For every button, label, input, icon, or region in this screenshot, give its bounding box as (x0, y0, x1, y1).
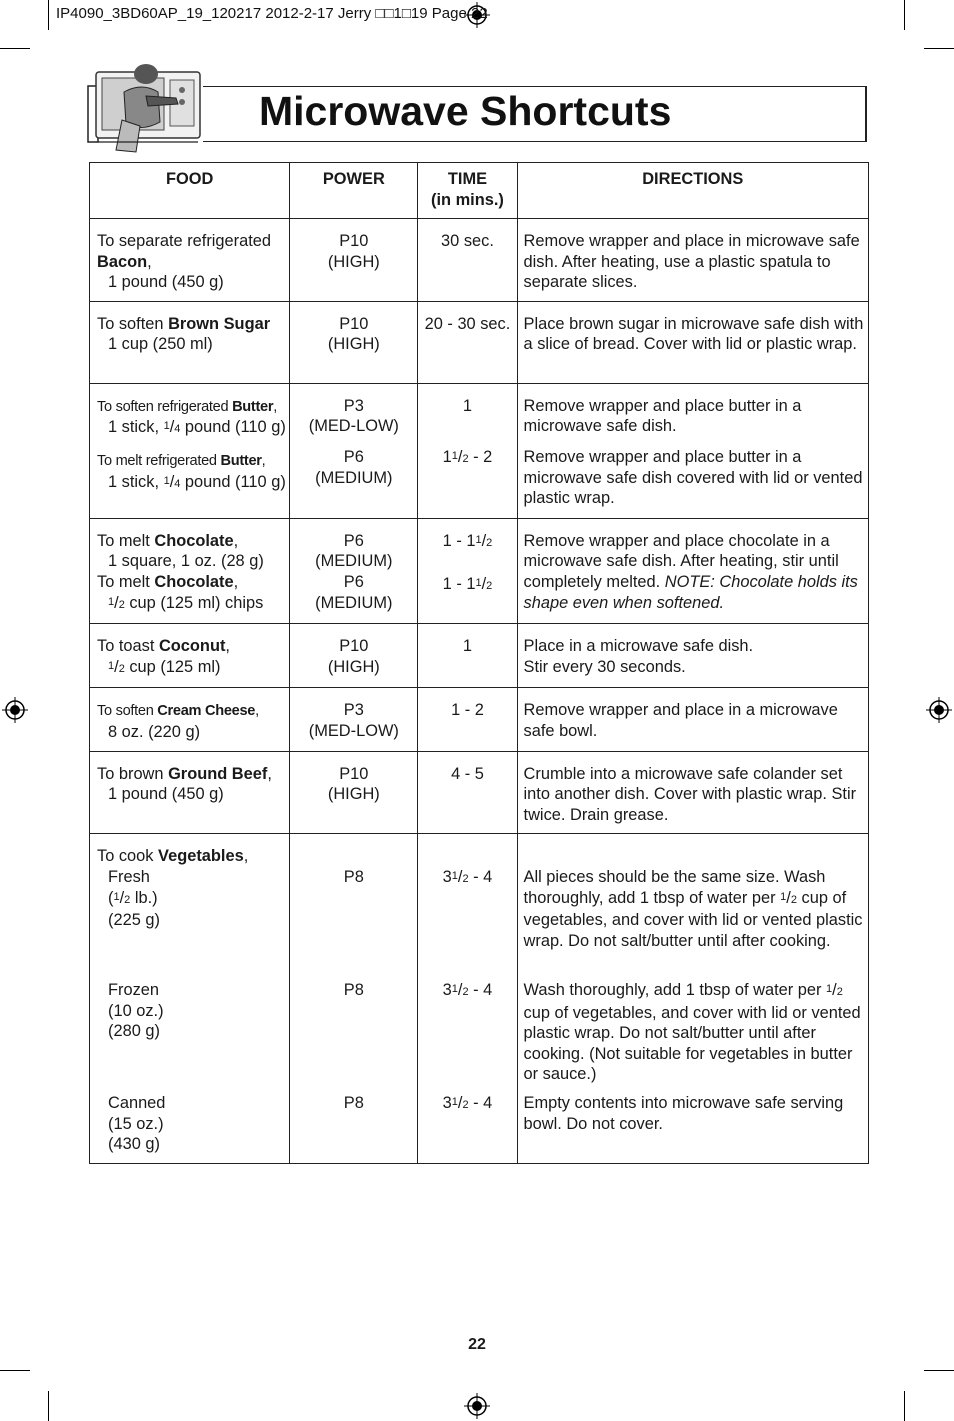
qty-text: (225 g) (108, 911, 160, 930)
fraction-numerator: 1 (451, 1095, 458, 1108)
food-name: Cream Cheese (157, 703, 256, 720)
veg-frozen (97, 980, 287, 1093)
fraction-denominator: 2 (462, 1098, 469, 1111)
veg-type: Canned (108, 1093, 166, 1112)
time-whole: 3 (442, 1093, 452, 1112)
food-comma: , (261, 452, 266, 469)
food-text: To melt (97, 531, 155, 550)
fraction-denominator: 4 (174, 477, 181, 490)
directions-cell: All pieces should be the same size. Wash thoroughly, add 1 tbsp of water per 1/2 cup of vegetables, and cover with lid or vented plastic wrap. Do not salt/butter until after cooking. Wash thoroughly, add 1 tbsp of water per 1/2 cup of vegetables, and cover with lid or vented plastic wrap. Do not salt/butter until after cooking. (Not suitable for vegetables in butter or sauce.) Empty contents into microwave safe serving bowl. Do not cover. (517, 834, 868, 1163)
table-header-row (90, 163, 869, 219)
food-text: To soften refrigerated (97, 398, 233, 415)
page-number: 22 (468, 1336, 486, 1353)
header-time (418, 163, 517, 219)
food-comma: , (225, 637, 230, 656)
header-directions: DIRECTIONS (517, 163, 868, 219)
power-label: (MED-LOW) (308, 721, 399, 740)
table-row (90, 219, 869, 302)
food-text: To melt refrigerated (97, 452, 221, 469)
qty-text: 1 stick, (108, 418, 164, 437)
power-cell (290, 624, 418, 688)
directions-text: cup of vegetables, and cover with lid or vented plastic wrap. Do not salt/butter until after cooking. (Not suitable for vegetables in butter or sauce.) (523, 1003, 861, 1084)
registration-mark-icon (926, 697, 952, 723)
qty-text: pound (110 g) (180, 472, 286, 491)
fraction-numerator: 1 (113, 890, 120, 903)
power-cell (290, 518, 418, 623)
food-name: Vegetables (158, 847, 244, 866)
time-rest: - 2 (468, 447, 493, 466)
power-label: (MEDIUM) (315, 593, 393, 612)
qty-text: pound (110 g) (180, 418, 286, 437)
fraction-numerator: 1 (780, 890, 787, 903)
time-whole: 3 (442, 980, 452, 999)
food-comma: , (147, 252, 152, 271)
qty-text: (10 oz.) (108, 1001, 164, 1020)
power-cell (290, 834, 418, 1163)
fraction-denominator: 2 (118, 598, 125, 611)
veg-type: Frozen (108, 980, 160, 999)
fraction-numerator: 1 (108, 595, 115, 608)
food-cell (90, 751, 290, 834)
food-text: To melt (97, 572, 155, 591)
directions-text: Empty contents into microwave safe serving bowl. Do not cover. (523, 1093, 844, 1133)
food-cell (90, 688, 290, 751)
time-value: 1 - 11/2 (442, 531, 493, 550)
power-label: (MEDIUM) (315, 468, 393, 487)
power-level: P3 (343, 396, 364, 415)
fraction-denominator: 2 (486, 536, 493, 549)
food-quantity: 1 pound (450 g) (108, 273, 224, 292)
fraction-numerator: 1 (826, 982, 833, 995)
fraction-numerator: 1 (108, 659, 115, 672)
qty-text: cup (125 ml) (124, 657, 221, 676)
food-cell (90, 383, 290, 518)
food-name: Butter (220, 452, 262, 469)
food-cell (90, 834, 290, 1163)
food-quantity: 1 cup (250 ml) (108, 335, 213, 354)
time-rest: - 4 (468, 1093, 493, 1112)
veg-type: Fresh (108, 867, 150, 886)
fraction-numerator: 1 (163, 420, 170, 433)
directions-cell: Remove wrapper and place in microwave safe dish. After heating, use a plastic spatula to separate slices. (517, 219, 868, 302)
food-name: Butter (232, 398, 274, 415)
qty-text: (15 oz.) (108, 1114, 164, 1133)
table-row (90, 518, 869, 623)
fraction-denominator: 2 (790, 893, 797, 906)
power-level: P8 (343, 867, 364, 886)
power-level: P6 (343, 531, 364, 550)
directions-text: All pieces should be the same size. Wash thoroughly, add 1 tbsp of water per (523, 867, 826, 907)
directions-text: Remove wrapper and place butter in a microwave safe dish. (523, 396, 802, 436)
food-name: Coconut (158, 637, 226, 656)
shortcuts-table (89, 162, 869, 1164)
power-level: P10 (339, 637, 369, 656)
fraction-denominator: 2 (486, 579, 493, 592)
food-quantity: 1 stick, 1/4 pound (110 g) (108, 418, 286, 437)
power-label: (MEDIUM) (315, 552, 393, 571)
food-comma: , (233, 531, 239, 550)
directions-text: cup of vegetables, and cover with lid or vented plastic wrap. Do not salt/butter until after cooking. (523, 888, 863, 950)
veg-canned (97, 1093, 287, 1155)
time-cell: 31/2 - 4 31/2 - 4 31/2 - 4 (418, 834, 517, 1163)
power-level: P8 (343, 1093, 364, 1112)
time-whole: 1 - 1 (442, 531, 476, 550)
food-quantity: 1 stick, 1/4 pound (110 g) (108, 472, 286, 491)
food-comma: , (267, 764, 272, 783)
table-row (90, 834, 869, 1163)
qty-text: (430 g) (108, 1135, 160, 1154)
qty-text: lb.) (130, 888, 158, 907)
fraction-denominator: 4 (174, 423, 181, 436)
power-level: P8 (343, 980, 364, 999)
directions-text: Remove wrapper and place chocolate in a microwave safe dish. After heating, stir until completely melted. (523, 531, 839, 591)
crop-mark (904, 0, 905, 30)
time-cell: 30 sec. (418, 219, 517, 302)
power-level: P6 (343, 572, 364, 591)
page-title: Microwave Shortcuts (259, 88, 672, 134)
table-row (90, 751, 869, 834)
crop-mark (924, 48, 954, 49)
fraction-denominator: 2 (836, 985, 843, 998)
registration-mark-icon (464, 1393, 490, 1419)
food-text: To toast (97, 637, 159, 656)
food-name: Chocolate (154, 531, 234, 550)
directions-cell: Crumble into a microwave safe colander set into another dish. Cover with plastic wrap. Stir twice. Drain grease. (517, 751, 868, 834)
table-row (90, 624, 869, 688)
veg-fresh: Fresh (1/2 lb.) (225 g) (108, 867, 160, 930)
food-text: To soften (97, 314, 169, 333)
fraction-denominator: 2 (462, 452, 469, 465)
food-text: To cook (97, 847, 159, 866)
food-comma: , (233, 572, 239, 591)
time-cell: 1 - 2 (418, 688, 517, 751)
directions-text: Stir every 30 seconds. (523, 657, 686, 676)
time-value: 11/2 - 2 (442, 447, 493, 466)
time-cell: 4 - 5 (418, 751, 517, 834)
power-label: (HIGH) (327, 252, 380, 271)
time-value: 1 (462, 396, 473, 415)
fraction-numerator: 1 (451, 869, 458, 882)
power-cell (290, 751, 418, 834)
food-cell (90, 518, 290, 623)
fraction-numerator: 1 (475, 533, 482, 546)
table-row (90, 688, 869, 751)
time-value: 1 - 11/2 (442, 574, 493, 593)
chef-microwave-illustration-icon (86, 62, 204, 154)
time-cell: 1 (418, 624, 517, 688)
fraction-denominator: 2 (118, 662, 125, 675)
food-name: Ground Beef (168, 764, 268, 783)
crop-mark (924, 1370, 954, 1371)
food-comma: , (255, 703, 259, 720)
power-level: P6 (343, 447, 364, 466)
directions-text: Remove wrapper and place butter in a microwave safe dish covered with lid or vented plastic wrap. (523, 447, 863, 508)
qty-text: 1 stick, (108, 472, 164, 491)
header-time-label: TIME (447, 170, 488, 188)
power-level: P10 (339, 764, 369, 783)
power-label: (MED-LOW) (308, 417, 399, 436)
food-name: Chocolate (154, 572, 234, 591)
food-cell (90, 301, 290, 383)
directions-text: Wash thoroughly, add 1 tbsp of water per (523, 980, 827, 999)
food-quantity: 8 oz. (220 g) (108, 722, 201, 741)
time-cell: 20 - 30 sec. (418, 301, 517, 383)
qty-text: ( (108, 888, 114, 907)
fraction-numerator: 1 (475, 576, 482, 589)
power-label: (HIGH) (327, 657, 380, 676)
power-cell (290, 301, 418, 383)
crop-mark (0, 1370, 30, 1371)
food-quantity: 1/2 cup (125 ml) (108, 657, 221, 676)
directions-cell (517, 624, 868, 688)
power-cell (290, 219, 418, 302)
directions-cell: Place brown sugar in microwave safe dish with a slice of bread. Cover with lid or plastic wrap. (517, 301, 868, 383)
table-row (90, 383, 869, 518)
qty-text: cup (125 ml) chips (124, 593, 264, 612)
fraction-denominator: 2 (124, 893, 131, 906)
header-time-unit: (in mins.) (431, 190, 504, 209)
directions-text: Place in a microwave safe dish. (523, 637, 754, 656)
directions-cell: Remove wrapper and place in a microwave safe bowl. (517, 688, 868, 751)
food-comma: , (243, 847, 249, 866)
header-power: POWER (290, 163, 418, 219)
food-quantity: 1 pound (450 g) (108, 785, 224, 804)
food-cell (90, 624, 290, 688)
food-cell (90, 219, 290, 302)
registration-mark-icon (2, 697, 28, 723)
food-text: To brown (97, 764, 169, 783)
time-rest: - 4 (468, 980, 493, 999)
power-label: (HIGH) (327, 785, 380, 804)
food-name: Bacon (97, 252, 148, 271)
fraction-numerator: 1 (451, 982, 458, 995)
crop-mark (0, 48, 30, 49)
directions-cell (517, 383, 868, 518)
time-rest: - 4 (468, 867, 493, 886)
fraction-numerator: 1 (451, 449, 458, 462)
table-row (90, 301, 869, 383)
food-text: To separate refrigerated (97, 232, 272, 250)
power-level: P10 (339, 314, 369, 333)
power-label: (HIGH) (327, 335, 380, 354)
qty-text: (280 g) (108, 1022, 160, 1041)
crop-mark (48, 1391, 49, 1421)
power-cell (290, 688, 418, 751)
food-quantity: 1 square, 1 oz. (28 g) (108, 552, 264, 571)
crop-mark (48, 0, 49, 30)
food-comma: , (273, 398, 277, 415)
fraction-denominator: 2 (462, 872, 469, 885)
print-slug: IP4090_3BD60AP_19_120217 2012-2-17 Jerry □□1□19 Page 22 (56, 5, 488, 22)
food-name: Brown Sugar (168, 314, 271, 333)
time-whole: 1 (442, 447, 452, 466)
directions-note: NOTE: Chocolate holds its shape even when softened. (523, 572, 858, 612)
directions-cell (517, 518, 868, 623)
power-level: P10 (339, 232, 369, 250)
time-whole: 3 (442, 867, 452, 886)
header-food: FOOD (90, 163, 290, 219)
time-cell (418, 518, 517, 623)
crop-mark (904, 1391, 905, 1421)
power-level: P3 (343, 701, 364, 720)
time-whole: 1 - 1 (442, 574, 476, 593)
food-text: To soften (97, 703, 158, 720)
fraction-numerator: 1 (163, 474, 170, 487)
fraction-denominator: 2 (462, 985, 469, 998)
food-quantity: 1/2 cup (125 ml) chips (108, 593, 264, 612)
time-cell (418, 383, 517, 518)
power-cell (290, 383, 418, 518)
